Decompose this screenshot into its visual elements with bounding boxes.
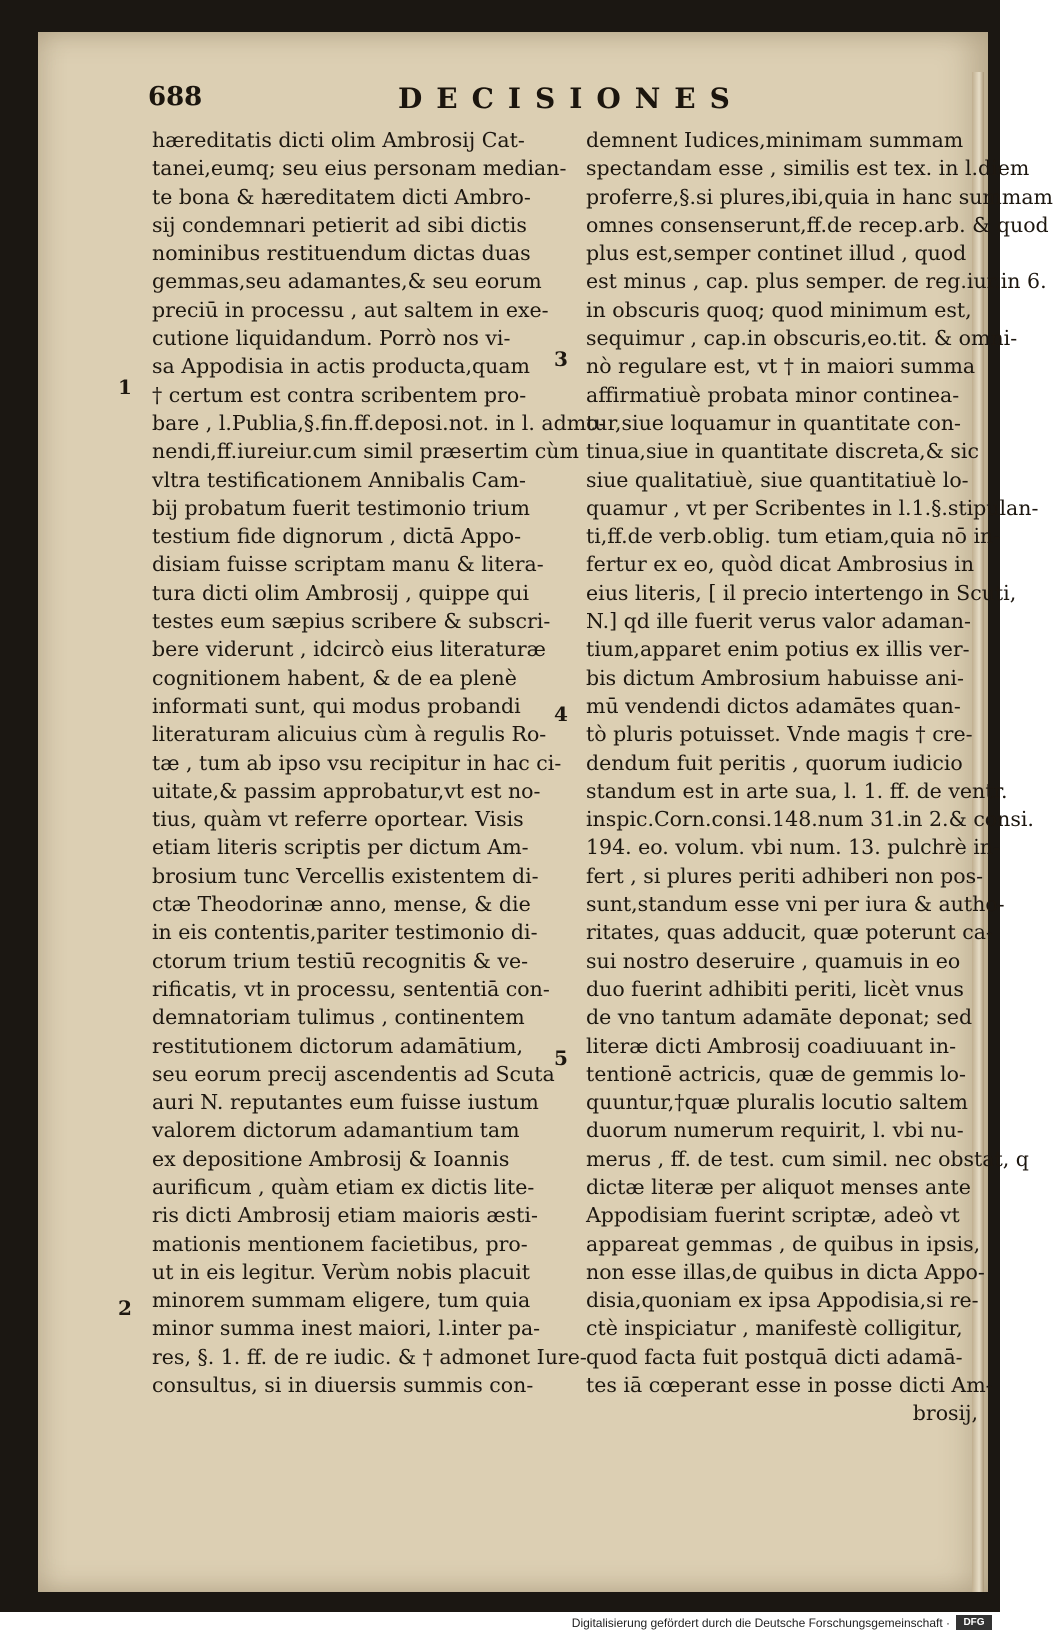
text-line: valorem dictorum adamantium tam (152, 1118, 520, 1143)
text-line: tium,apparet enim potius ex illis ver- (586, 637, 970, 662)
text-line: in obscuris quoq; quod minimum est, (586, 297, 972, 322)
text-line: sij condemnari petierit ad sibi dictis (152, 212, 527, 237)
text-line: N.] qd ille fuerit verus valor adaman- (586, 609, 971, 634)
text-line: vltra testificationem Annibalis Cam- (152, 467, 526, 492)
text-line: informati sunt, qui modus probandi (152, 693, 521, 718)
text-line: nendi,ff.iureiur.cum simil præsertim cùm (152, 439, 579, 464)
text-line: de vno tantum adamāte deponat; sed (586, 1005, 973, 1030)
text-line: est minus , cap. plus semper. de reg.iur.in 6. (586, 269, 1047, 294)
text-line: inspic.Corn.consi.148.num 31.in 2.& consi. (586, 807, 1034, 832)
text-line: appareat gemmas , de quibus in ipsis, (586, 1231, 981, 1256)
text-line: tius, quàm vt referre oportear. Visis (152, 807, 524, 832)
running-title: DECISIONES (398, 82, 744, 115)
text-line: sequimur , cap.in obscuris,eo.tit. & omni- (586, 326, 1018, 351)
text-line: duo fuerint adhibiti periti, licèt vnus (586, 976, 964, 1001)
text-line: ut in eis legitur. Verùm nobis placuit (152, 1259, 530, 1284)
text-line: tura dicti olim Ambrosij , quippe qui (152, 580, 530, 605)
text-line: proferre,§.si plures,ibi,quia in hanc summam (586, 184, 1053, 209)
text-line: res, §. 1. ff. de re iudic. & † admonet Iure- (152, 1344, 587, 1369)
text-line: tentionē actricis, quæ de gemmis lo- (586, 1061, 966, 1086)
digitization-footer (0, 1612, 1000, 1634)
text-line: ti,ff.de verb.oblig. tum etiam,quia nō in- (586, 524, 1001, 549)
text-line: ritates, quas adducit, quæ poterunt ca- (586, 920, 993, 945)
text-line: testes eum sæpius scribere & subscri- (152, 609, 551, 634)
footer-credit: Digitalisierung gefördert durch die Deutsche Forschungsgemeinschaft · (571, 1616, 950, 1630)
text-line: demnatoriam tulimus , continentem (152, 1005, 525, 1030)
text-line: dictæ literæ per aliquot menses ante (586, 1174, 971, 1199)
text-line: spectandam esse , similis est tex. in l.diem (586, 156, 1030, 181)
text-line: standum est in arte sua, l. 1. ff. de ventr. (586, 778, 1008, 803)
text-line: tur,siue loquamur in quantitate con- (586, 410, 961, 435)
margin-number: 2 (118, 1296, 132, 1320)
text-line: ctæ Theodorinæ anno, mense, & die (152, 892, 531, 917)
dfg-logo: DFG (956, 1615, 992, 1630)
text-line: quod facta fuit postquā dicti adamā- (586, 1344, 963, 1369)
text-line: mū vendendi dictos adamātes quan- (586, 693, 961, 718)
text-line: gemmas,seu adamantes,& seu eorum (152, 269, 542, 294)
text-line: disiam fuisse scriptam manu & litera- (152, 552, 544, 577)
text-line: minorem summam eligere, tum quia (152, 1288, 531, 1313)
text-line: bis dictum Ambrosium habuisse ani- (586, 665, 964, 690)
text-line: fert , si plures periti adhiberi non pos- (586, 863, 984, 888)
text-line: bij probatum fuerit testimonio trium (152, 495, 530, 520)
margin-number: 1 (118, 375, 132, 399)
text-line: literæ dicti Ambrosij coadiuuant in- (586, 1033, 956, 1058)
page-number: 688 (148, 82, 203, 112)
text-line: te bona & hæreditatem dicti Ambro- (152, 184, 531, 209)
text-line: quuntur,†quæ pluralis locutio saltem (586, 1090, 968, 1115)
text-line: fertur ex eo, quòd dicat Ambrosius in (586, 552, 975, 577)
text-line: etiam literis scriptis per dictum Am- (152, 835, 529, 860)
text-line: tinua,siue in quantitate discreta,& sic (586, 439, 979, 464)
text-line: preciū in processu , aut saltem in exe- (152, 297, 549, 322)
text-line: sunt,standum esse vni per iura & autho- (586, 892, 1005, 917)
text-line: hæreditatis dicti olim Ambrosij Cat- (152, 128, 525, 152)
text-line: bare , l.Publia,§.fin.ff.deposi.not. in l. admo- (152, 410, 606, 435)
page-header (148, 82, 968, 118)
margin-number: 4 (554, 702, 568, 726)
text-line: quamur , vt per Scribentes in l.1.§.stipulan- (586, 495, 1039, 520)
text-line: merus , ff. de test. cum simil. nec obstat, q (586, 1146, 1029, 1171)
text-line: affirmatiuè probata minor continea- (586, 382, 960, 407)
text-line: siue qualitatiuè, siue quantitatiuè lo- (586, 467, 969, 492)
text-line: restitutionem dictorum adamātium, (152, 1033, 523, 1058)
text-line: † certum est contra scribentem pro- (152, 382, 527, 407)
text-line: brosium tunc Vercellis existentem di- (152, 863, 539, 888)
text-line: tes iā cœperant esse in posse dicti Am- (586, 1373, 993, 1398)
text-line: sa Appodisia in actis producta,quam (152, 354, 530, 379)
text-line: ex depositione Ambrosij & Ioannis (152, 1146, 510, 1171)
text-line: Appodisiam fuerint scriptæ, adeò vt (586, 1203, 960, 1228)
text-line: consultus, si in diuersis summis con- (152, 1373, 534, 1398)
text-line: ris dicti Ambrosij etiam maioris æsti- (152, 1203, 538, 1228)
text-line: plus est,semper continet illud , quod (586, 241, 967, 266)
text-line: omnes consenserunt,ff.de recep.arb. & quod (586, 212, 1049, 237)
text-line: cutione liquidandum. Porrò nos vi- (152, 326, 511, 351)
text-line: bere viderunt , idcircò eius literaturæ (152, 637, 546, 662)
margin-number: 3 (554, 347, 568, 371)
text-line: ctè inspiciatur , manifestè colligitur, (586, 1316, 963, 1341)
text-line: uitate,& passim approbatur,vt est no- (152, 778, 541, 803)
text-line: testium fide dignorum , dictā Appo- (152, 524, 522, 549)
text-line: cognitionem habent, & de ea plenè (152, 665, 517, 690)
text-line: sui nostro deseruire , quamuis in eo (586, 948, 961, 973)
text-line: duorum numerum requirit, l. vbi nu- (586, 1118, 964, 1143)
text-line: tanei,eumq; seu eius personam median- (152, 156, 567, 181)
text-line: ctorum trium testiū recognitis & ve- (152, 948, 529, 973)
text-line: demnent Iudices,minimam summam (586, 128, 964, 152)
text-line: aurificum , quàm etiam ex dictis lite- (152, 1174, 535, 1199)
text-line: disia,quoniam ex ipsa Appodisia,si re- (586, 1288, 979, 1313)
text-line: non esse illas,de quibus in dicta Appo- (586, 1259, 985, 1284)
text-line: mationis mentionem facietibus, pro- (152, 1231, 528, 1256)
text-line: tò pluris potuisset. Vnde magis † cre- (586, 722, 973, 747)
text-line: dendum fuit peritis , quorum iudicio (586, 750, 963, 775)
text-line: seu eorum precij ascendentis ad Scuta (152, 1061, 555, 1086)
text-line: brosij, (912, 1401, 978, 1426)
margin-number: 5 (554, 1046, 568, 1070)
text-line: nominibus restituendum dictas duas (152, 241, 531, 266)
text-line: rificatis, vt in processu, sententiā con- (152, 976, 550, 1001)
text-line: eius literis, [ il precio intertengo in Scuti, (586, 580, 1017, 605)
text-line: tæ , tum ab ipso vsu recipitur in hac ci- (152, 750, 562, 775)
text-line: literaturam alicuius cùm à regulis Ro- (152, 722, 547, 747)
left-text-column (152, 126, 606, 1399)
text-line: 194. eo. volum. vbi num. 13. pulchrè in- (586, 835, 1000, 860)
text-line: auri N. reputantes eum fuisse iustum (152, 1090, 539, 1115)
text-line: minor summa inest maiori, l.inter pa- (152, 1316, 541, 1341)
text-line: in eis contentis,pariter testimonio di- (152, 920, 538, 945)
text-line: nò regulare est, vt † in maiori summa (586, 354, 976, 379)
right-text-column (586, 126, 1053, 1428)
